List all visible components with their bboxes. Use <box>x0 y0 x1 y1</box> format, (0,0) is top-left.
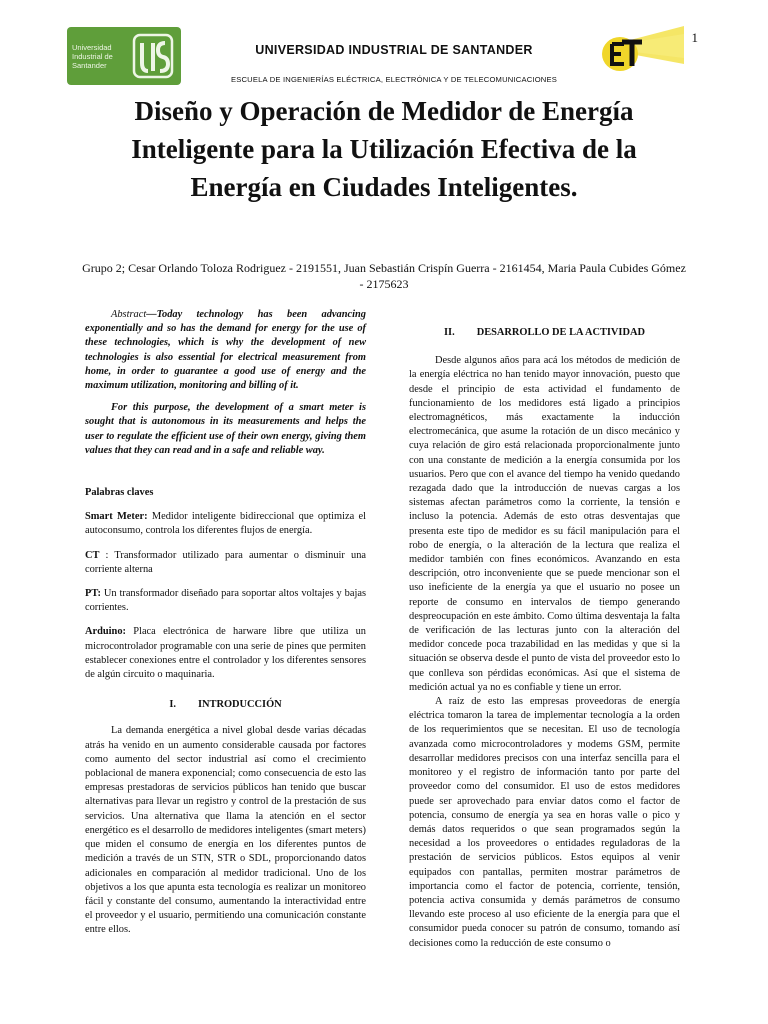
intro-paragraph: La demanda energética a nivel global desde varias décadas atrás ha venido en un aumento considerable causada por factores como aumento del sector industrial así como el crecimiento poblacional de manera exponencial; como consecuencia de esto las empresas prestadoras de servicios públicos han tenido que buscar alternativas para llevar un registro y control de la prestación de sus servicios. Una alternativa que llama la atención en el sector energético es el desarrollo de medidores inteligentes (smart meters) que miden el consumo de energía en los diferentes puntos de medición a través de un STN, STR o SDL, proporcionando datos adicionales en comparación al medidor tradicional. Uno de los objetivos a los que apunta esta tecnología es realizar un monitoreo fácil y constante del consumo, aumentando la interactividad entre el proveedor y el usuario, permitiendo una comunicación constante entre ellos. <box>85 725 366 936</box>
keyword-item <box>85 549 366 577</box>
keyword-definition: Placa electrónica de harware libre que utiliza un microcontrolador programable con una serie de pines que permiten establecer conexiones entre el controlador y los diferentes sensores de algún circuito o maquinaria. <box>85 626 366 681</box>
section-heading-introduccion <box>85 698 366 712</box>
right-column <box>409 326 680 951</box>
keyword-definition: Medidor inteligente bidireccional que optimiza el autoconsumo, controla los diferentes flujos de energía. <box>85 511 366 537</box>
uis-logo-text: Universidad Industrial de Santander <box>72 42 113 70</box>
keyword-item <box>85 510 366 538</box>
abstract-label: Abstract <box>111 309 147 320</box>
left-column <box>85 308 366 938</box>
keyword-term: PT: <box>85 588 101 600</box>
section-title: INTRODUCCIÓN <box>197 699 282 711</box>
section-number: II. <box>444 327 455 338</box>
desarrollo-paragraph-1: Desde algunos años para acá los métodos de medición de la energía eléctrica no han tenido mayor innovación, puesto que desde el principio de esta actividad el fundamento de funcionamiento de los medidores está ligado a principios electromagnéticos, más exactamente la inducción electromecánica, que asume la rotación de un disco mecánico y cuya relación de giro está relacionada proporcionalmente junto con una constante de medición a la energía consumida por los usuarios. Pero que con el avance del tiempo ha venido quedando rezagada dado que la introducción de nuevas cargas a los sistemas afectan parámetros como la corriente, la tensión e incluso la potencia. Además de esto otras desventajas que presenta este tipo de medidor es su fácil manipulación para el robo de energía, o la alteración de la lectura que realiza el medidor también con fines económicos. Avanzando en esta descripción, otro inconveniente que se puede mencionar son el uso ineficiente de la energía ya que el usuario no posee un reporte de consumo en intervalos de tiempo generando despreocupación en este ámbito. Como última desventaja la falta de verificación de las lecturas junto con la alteración del medidor concede poca trazabilidad en las medidas y que si la situación se observa desde el punto de vista del proveedor esto lo que conlleva son pérdidas económicas. Así que el sistema de medición actual ya no es confiable y tiene un error. <box>409 355 680 693</box>
school-name: ESCUELA DE INGENIERÍAS ELÉCTRICA, ELECTRÓNICA Y DE TELECOMUNICACIONES <box>230 75 558 84</box>
section-title: DESARROLLO DE LA ACTIVIDAD <box>476 327 645 338</box>
section-number: I. <box>169 699 176 711</box>
abstract-text-2: For this purpose, the development of a smart meter is sought that is autonomous in its measurements and helps the user to regulate the efficient use of their own energy, giving them values that they can read and in a safe and reliable way. <box>85 402 366 456</box>
abstract-text-1: —Today technology has been advancing exponentially and so has the demand for energy for the use of these technologies, which is why the development of new technologies is also essential for electrical measurement from home, in order to guarantee a good use of energy and the maximum utilization, monitoring and billing of it. <box>85 309 366 392</box>
keyword-item <box>85 625 366 682</box>
page-number: 1 <box>691 30 698 45</box>
section-heading-desarrollo <box>409 326 680 340</box>
keyword-definition: : Transformador utilizado para aumentar o disminuir una corriente alterna <box>85 549 366 575</box>
keyword-item <box>85 587 366 615</box>
uis-emblem-icon <box>132 33 174 79</box>
author-list: Grupo 2; Cesar Orlando Toloza Rodriguez - 2191551, Juan Sebastián Crispín Guerra - 2161454, Maria Paula Cubides Gómez - 2175623 <box>82 261 686 291</box>
keyword-definition: Un transformador diseñado para soportar altos voltajes y bajas corrientes. <box>85 588 366 614</box>
keyword-term: CT <box>85 549 100 561</box>
et-logo-icon <box>594 20 684 80</box>
paper-title: Diseño y Operación de Medidor de Energía Inteligente para la Utilización Efectiva de la Energía en Ciudades Inteligentes. <box>131 96 637 202</box>
desarrollo-paragraph-2: A raíz de esto las empresas proveedoras de energía eléctrica tomaron la tarea de implementar tecnología a la orden de los requerimientos que se necesitan. El uso de tecnología avanzada como microcontroladores y modems GSM, permite desarrollar medidores precisos con una interfaz sencilla para el monitoreo y el registro de información tanto por parte del proveedor como del consumidor. El uso de estos medidores puede ser aprovechado para enviar datos como el factor de potencia, consumo de energía ya sea en horas valle o pico y demás datos requeridos o que sean programados según la necesidad a los proveedores o entidades reguladoras de la prestación de servicios públicos. Estos equipos al venir equipados con pantallas, permiten mostrar parámetros de importancia como el factor de potencia, corriente, tensión, potencia activa consumida y demás parámetros de consumo llevando este proceso al uso eficiente de la energía para que el consumidor pueda conocer su patrón de consumo, tomando así decisiones como la reducción de este consumo o <box>409 696 680 949</box>
abstract-paragraph <box>85 308 366 393</box>
keywords-title: Palabras claves <box>85 487 154 499</box>
keyword-term: Arduino: <box>85 626 126 638</box>
uis-logo <box>67 27 181 85</box>
keyword-term: Smart Meter: <box>85 511 148 523</box>
university-name: UNIVERSIDAD INDUSTRIAL DE SANTANDER <box>255 43 533 57</box>
